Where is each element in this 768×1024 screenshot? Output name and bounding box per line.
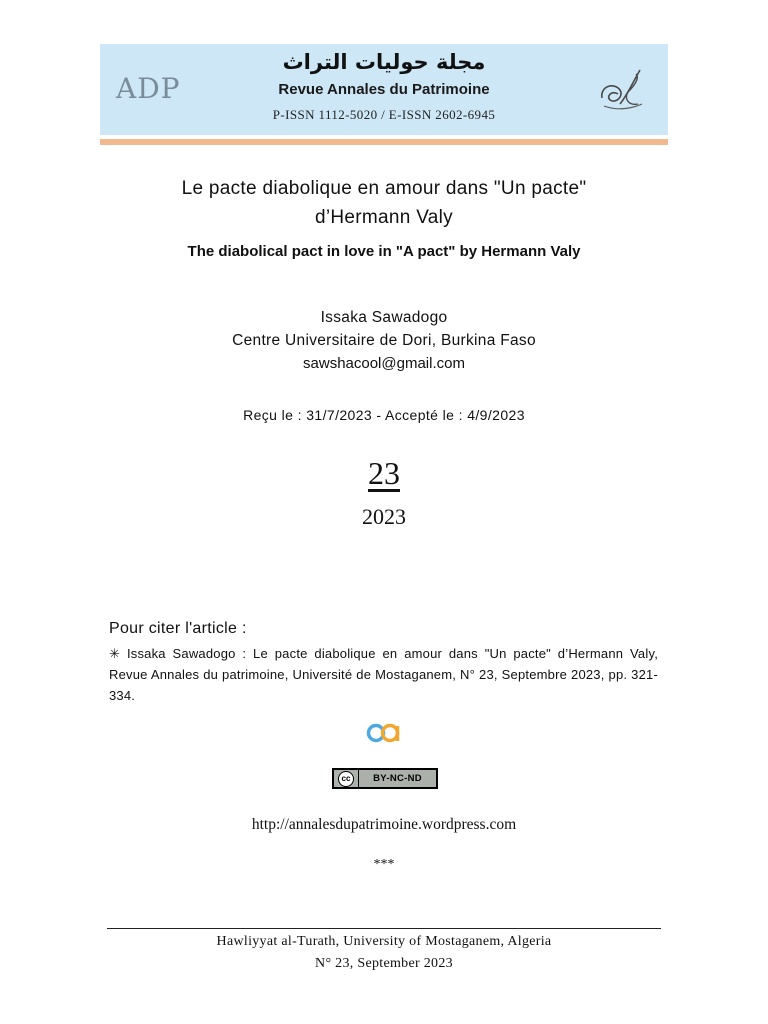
cc-license-label: BY-NC-ND <box>359 770 436 787</box>
article-title-line-2: d’Hermann Valy <box>315 207 453 228</box>
article-title-line-1: Le pacte diabolique en amour dans "Un pacte" <box>181 178 587 199</box>
header-divider-stripe <box>100 139 668 145</box>
issue-number: 23 <box>368 455 400 491</box>
cc-icon: cc <box>338 771 354 787</box>
author-email: sawshacool@gmail.com <box>303 355 465 372</box>
page-footer <box>100 931 668 975</box>
submission-dates: Reçu le : 31/7/2023 - Accepté le : 4/9/2023 <box>243 407 525 423</box>
author-block <box>100 306 668 375</box>
journal-header <box>100 44 668 135</box>
author-affiliation: Centre Universitaire de Dori, Burkina Faso <box>232 332 536 349</box>
article-title-french <box>110 174 658 232</box>
article-title-english: The diabolical pact in love in "A pact" by Hermann Valy <box>187 243 581 260</box>
footer-rule <box>107 928 661 929</box>
section-separator: *** <box>373 857 395 872</box>
journal-emblem-icon <box>594 64 650 116</box>
adp-logo: ADP <box>116 72 181 105</box>
citation-text <box>109 643 658 706</box>
citation-body: Issaka Sawadogo : Le pacte diabolique en amour dans "Un pacte" d’Hermann Valy, Revue Annales du patrimoine, Université de Mostaganem, N° 23, Septembre 2023, pp. 321-334. <box>109 646 659 703</box>
journal-issn: P-ISSN 1112-5020 / E-ISSN 2602-6945 <box>272 107 496 122</box>
citation-heading: Pour citer l'article : <box>109 620 247 637</box>
citation-marker-icon: ✳ <box>109 646 121 661</box>
journal-title-arabic: مجلة حوليات التراث <box>282 50 486 74</box>
creative-commons-badge[interactable] <box>332 768 438 789</box>
journal-url-link[interactable]: http://annalesdupatrimoine.wordpress.com <box>251 816 517 833</box>
open-access-logo-icon <box>366 722 402 744</box>
journal-title-french: Revue Annales du Patrimoine <box>278 81 490 98</box>
footer-line-2: N° 23, September 2023 <box>315 956 453 971</box>
footer-line-1: Hawliyyat al-Turath, University of Mostaganem, Algeria <box>216 934 552 949</box>
author-name: Issaka Sawadogo <box>320 309 448 326</box>
issue-year: 2023 <box>362 504 406 529</box>
